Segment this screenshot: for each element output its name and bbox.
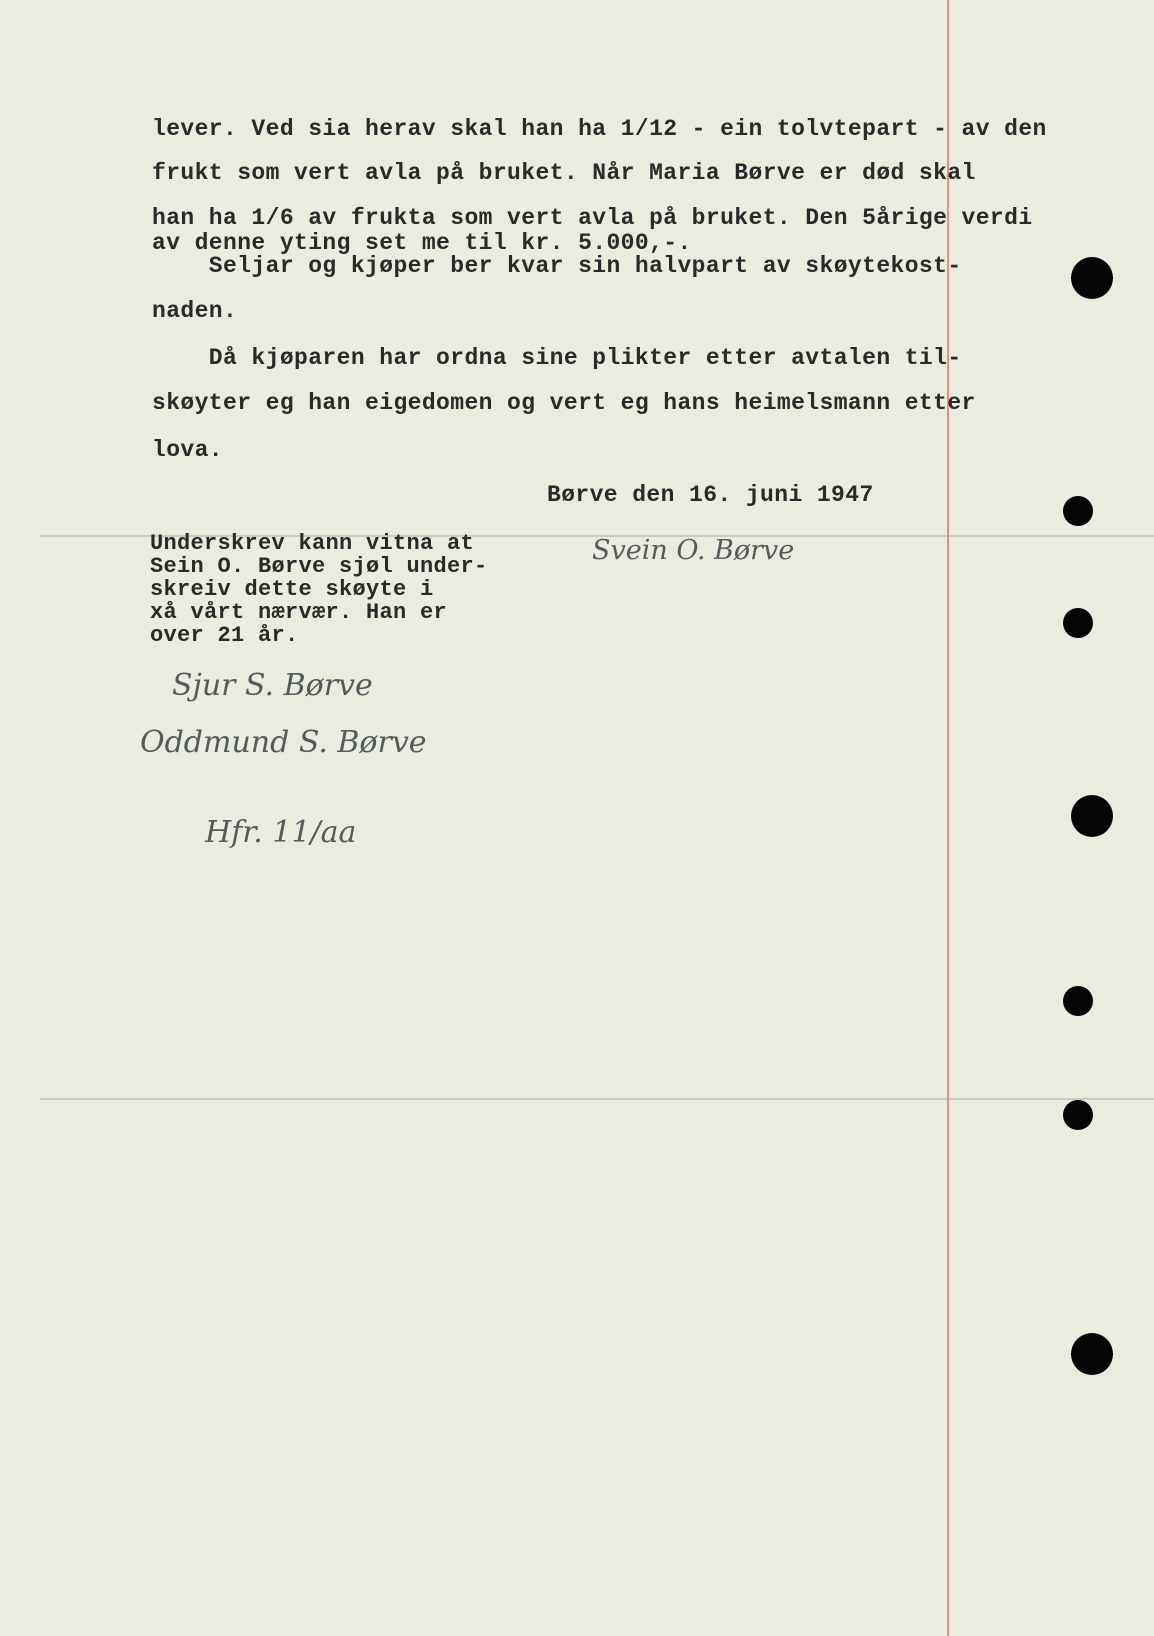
margin-rule: [947, 0, 949, 1636]
fold-line: [40, 1098, 1154, 1100]
witness-line-1: Underskrev kann vitna at: [150, 531, 475, 556]
seller-signature: Svein O. Børve: [592, 535, 795, 566]
body-line-9: lova.: [152, 437, 224, 463]
witness-signature-1: Sjur S. Børve: [172, 668, 373, 703]
punch-hole: [1063, 1100, 1093, 1130]
punch-hole: [1063, 608, 1093, 638]
punch-hole: [1063, 496, 1093, 526]
place-date: Børve den 16. juni 1947: [547, 482, 874, 508]
body-line-1: lever. Ved sia herav skal han ha 1/12 - ein tolvtepart - av den: [152, 116, 1047, 142]
witness-line-5: over 21 år.: [150, 623, 299, 648]
witness-line-4: xå vårt nærvær. Han er: [150, 600, 448, 625]
witness-line-2: Sein O. Børve sjøl under-: [150, 554, 488, 579]
body-line-2: frukt som vert avla på bruket. Når Maria Børve er død skal: [152, 160, 976, 186]
witness-signature-2: Oddmund S. Børve: [140, 725, 427, 760]
witness-line-3: skreiv dette skøyte i: [150, 577, 434, 602]
punch-hole: [1071, 257, 1113, 299]
punch-hole: [1063, 986, 1093, 1016]
body-line-7: Då kjøparen har ordna sine plikter etter avtalen til-: [152, 345, 962, 371]
handwritten-notation: Hfr. 11/aa: [205, 815, 357, 850]
body-line-8: skøyter eg han eigedomen og vert eg hans heimelsmann etter: [152, 390, 976, 416]
body-line-4: av denne yting set me til kr. 5.000,-.: [152, 230, 692, 256]
punch-hole: [1071, 795, 1113, 837]
punch-hole: [1071, 1333, 1113, 1375]
body-line-3: han ha 1/6 av frukta som vert avla på bruket. Den 5årige verdi: [152, 205, 1033, 231]
body-line-5: Seljar og kjøper ber kvar sin halvpart av skøytekost-: [152, 253, 962, 279]
body-line-6: naden.: [152, 298, 238, 324]
